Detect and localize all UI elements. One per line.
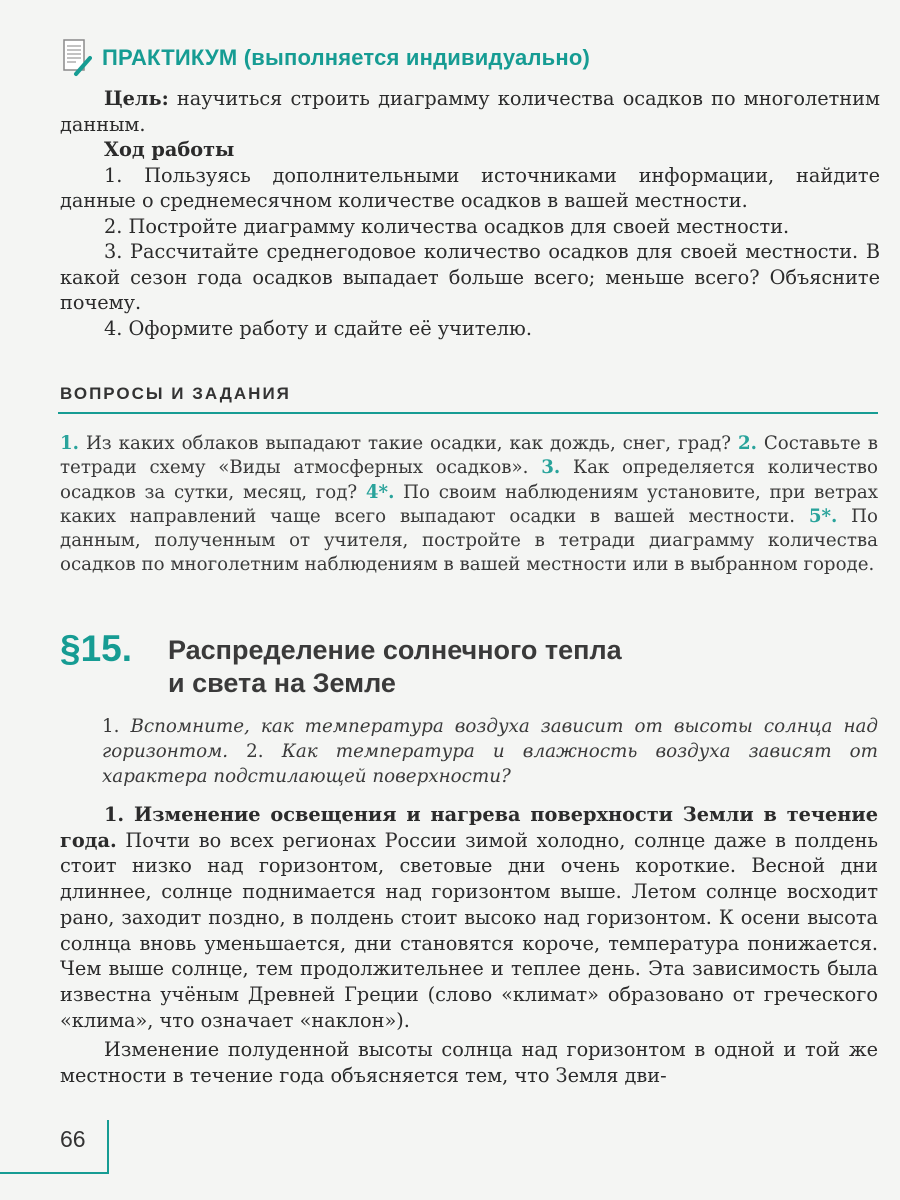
question-number: 1. xyxy=(60,433,79,454)
goal-text: научиться строить диаграмму количества осадков по многолетним данным. xyxy=(60,87,880,136)
goal-label: Цель: xyxy=(104,87,169,110)
question-number: 5*. xyxy=(808,505,838,527)
section-title-line: Распределение солнечного тепла xyxy=(168,635,622,665)
question-text: Составьте в тетради схему «Виды атмосферных осадков». xyxy=(60,433,878,479)
recall-questions xyxy=(102,714,878,789)
question-text: По своим наблюдениям установите, при ветрах каких направлений чаще всего выпадают осадки в вашей местности. xyxy=(60,481,878,527)
subheading: 1. Изменение освещения и нагрева поверхности Земли в течение года. xyxy=(60,803,878,852)
paragraph xyxy=(60,802,878,1033)
practicum-title: ПРАКТИКУМ (выполняется индивидуально) xyxy=(102,45,591,70)
question-text: Из каких облаков выпадают такие осадки, как дождь, снег, град? xyxy=(79,433,738,454)
section-number: §15. xyxy=(60,628,133,669)
questions-heading: ВОПРОСЫ И ЗАДАНИЯ xyxy=(60,384,291,403)
notebook-pencil-icon xyxy=(62,38,92,78)
practicum-goal xyxy=(60,86,880,137)
practicum-header xyxy=(62,38,590,78)
question-number: 4*. xyxy=(365,481,395,503)
page-number-rule xyxy=(0,1172,109,1174)
questions-divider xyxy=(58,412,878,414)
recall-text: Вспомните, как температура воздуха зависит от высоты солнца над горизонтом. xyxy=(102,716,878,762)
question-text: По данным, полученным от учителя, постройте в тетради диаграмму количества осадков по многолетним наблюдениям в вашей местности или в выбранном городе. xyxy=(60,505,878,576)
practicum-step: 3. Рассчитайте среднегодовое количество осадков для своей местности. В какой сезон года осадков выпадает больше всего; меньше всего? Объясните почему. xyxy=(60,240,880,314)
recall-text: Как температура и влажность воздуха зависят от характера подстилающей поверхности? xyxy=(102,741,878,787)
page-number-rule xyxy=(107,1120,109,1174)
section-header xyxy=(60,628,622,700)
paragraph: Изменение полуденной высоты солнца над горизонтом в одной и той же местности в течение года объясняется тем, что Земля дви- xyxy=(60,1038,878,1088)
question-number: 2. xyxy=(737,433,757,454)
practicum-step: 1. Пользуясь дополнительными источниками информации, найдите данные о среднемесячном количестве осадков в вашей местности. xyxy=(60,163,880,212)
practicum-step: 2. Постройте диаграмму количества осадков для своей местности. xyxy=(104,214,790,238)
recall-number: 2. xyxy=(246,741,264,762)
question-text: Как определяется количество осадков за сутки, месяц, год? xyxy=(60,457,878,503)
section-title xyxy=(168,634,622,700)
questions-body xyxy=(60,432,878,578)
page-number: 66 xyxy=(60,1126,86,1152)
practicum-body xyxy=(60,86,880,341)
section-title-line: и света на Земле xyxy=(168,668,396,698)
question-number: 3. xyxy=(541,457,561,479)
recall-number: 1. xyxy=(102,716,120,737)
practicum-step: 4. Оформите работу и сдайте её учителю. xyxy=(104,316,532,340)
work-heading: Ход работы xyxy=(104,138,235,161)
paragraph-text: Почти во всех регионах России зимой холодно, солнце даже в полдень стоит низко над горизонтом, световые дни очень короткие. Весной дни длиннее, солнце поднимается над горизонтом выше. Летом солнце восходит рано, заходит поздно, в полдень стоит высоко над горизонтом. К осени высота солнца вновь уменьшается, дни становятся короче, температура понижается. Чем выше солнце, тем продолжительнее и теплее день. Эта зависимость была известна учёным Древней Греции (слово «климат» образовано от греческого «клима», что означает «наклон»). xyxy=(60,828,878,1032)
section-body xyxy=(60,802,878,1089)
